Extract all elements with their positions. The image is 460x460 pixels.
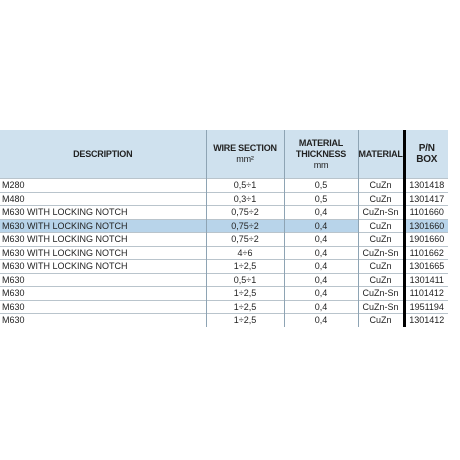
cell-description: M630 WITH LOCKING NOTCH — [0, 206, 206, 220]
cell-wire-section: 1÷2,5 — [206, 260, 284, 274]
cell-thickness: 0,4 — [284, 300, 358, 314]
cell-material: CuZn — [358, 273, 404, 287]
cell-pn: 1301412 — [404, 314, 448, 327]
table-row — [0, 179, 448, 193]
cell-pn: 1301417 — [404, 192, 448, 206]
cell-description: M630 — [0, 314, 206, 327]
cell-wire-section: 0,5÷1 — [206, 179, 284, 193]
cell-thickness: 0,5 — [284, 179, 358, 193]
header-pn-box — [404, 130, 448, 179]
table-row — [0, 246, 448, 260]
cell-wire-section: 0,5÷1 — [206, 273, 284, 287]
header-thickness-line2: THICKNESS — [295, 148, 347, 159]
cell-description: M630 WITH LOCKING NOTCH — [0, 260, 206, 274]
cell-pn: 1301418 — [404, 179, 448, 193]
cell-pn: 1101660 — [404, 206, 448, 220]
cell-thickness: 0,4 — [284, 246, 358, 260]
header-wire-section-line2: mm² — [236, 154, 254, 164]
cell-material: CuZn-Sn — [358, 287, 404, 301]
cell-material: CuZn — [358, 260, 404, 274]
cell-wire-section: 0,75÷2 — [206, 233, 284, 247]
cell-wire-section: 0,3÷1 — [206, 192, 284, 206]
cell-description: M280 — [0, 179, 206, 193]
cell-material: CuZn — [358, 219, 404, 233]
table-row — [0, 300, 448, 314]
table-row — [0, 260, 448, 274]
cell-description: M630 WITH LOCKING NOTCH — [0, 219, 206, 233]
header-thickness-line1: MATERIAL — [298, 137, 344, 148]
table-row — [0, 219, 448, 233]
header-wire-section — [206, 130, 284, 179]
cell-material: CuZn-Sn — [358, 206, 404, 220]
cell-pn: 1301411 — [404, 273, 448, 287]
product-table-sheet — [0, 130, 460, 327]
cell-description: M630 — [0, 287, 206, 301]
cell-material: CuZn — [358, 179, 404, 193]
cell-thickness: 0,4 — [284, 287, 358, 301]
cell-material: CuZn — [358, 233, 404, 247]
cell-material: CuZn — [358, 314, 404, 327]
cell-pn: 1951194 — [404, 300, 448, 314]
cell-description: M630 — [0, 300, 206, 314]
header-thickness-line3: mm — [313, 159, 329, 170]
cell-material: CuZn-Sn — [358, 246, 404, 260]
table-row — [0, 287, 448, 301]
cell-thickness: 0,4 — [284, 314, 358, 327]
header-material: MATERIAL — [358, 130, 404, 179]
table-row — [0, 233, 448, 247]
cell-pn: 1101412 — [404, 287, 448, 301]
cell-wire-section: 0,75÷2 — [206, 206, 284, 220]
product-table — [0, 130, 448, 327]
cell-wire-section: 1÷2,5 — [206, 314, 284, 327]
cell-wire-section: 1÷2,5 — [206, 300, 284, 314]
cell-material: CuZn — [358, 192, 404, 206]
cell-thickness: 0,4 — [284, 219, 358, 233]
cell-wire-section: 4÷6 — [206, 246, 284, 260]
header-wire-section-line1: WIRE SECTION — [213, 143, 277, 153]
cell-description: M630 WITH LOCKING NOTCH — [0, 246, 206, 260]
cell-thickness: 0,4 — [284, 260, 358, 274]
cell-thickness: 0,4 — [284, 273, 358, 287]
table-row — [0, 273, 448, 287]
cell-pn: 1301665 — [404, 260, 448, 274]
cell-pn: 1301660 — [404, 219, 448, 233]
header-pn-line1: P/N — [418, 143, 435, 154]
cell-description: M480 — [0, 192, 206, 206]
cell-thickness: 0,4 — [284, 233, 358, 247]
cell-material: CuZn-Sn — [358, 300, 404, 314]
table-row — [0, 314, 448, 327]
cell-pn: 1101662 — [404, 246, 448, 260]
cell-thickness: 0,5 — [284, 192, 358, 206]
cell-description: M630 WITH LOCKING NOTCH — [0, 233, 206, 247]
table-header-row — [0, 130, 448, 179]
table-row — [0, 206, 448, 220]
cell-description: M630 — [0, 273, 206, 287]
cell-pn: 1901660 — [404, 233, 448, 247]
cell-wire-section: 0,75÷2 — [206, 219, 284, 233]
header-description: DESCRIPTION — [0, 130, 206, 179]
header-pn-line2: BOX — [416, 154, 438, 165]
table-row — [0, 192, 448, 206]
cell-thickness: 0,4 — [284, 206, 358, 220]
header-thickness — [284, 130, 358, 179]
cell-wire-section: 1÷2,5 — [206, 287, 284, 301]
